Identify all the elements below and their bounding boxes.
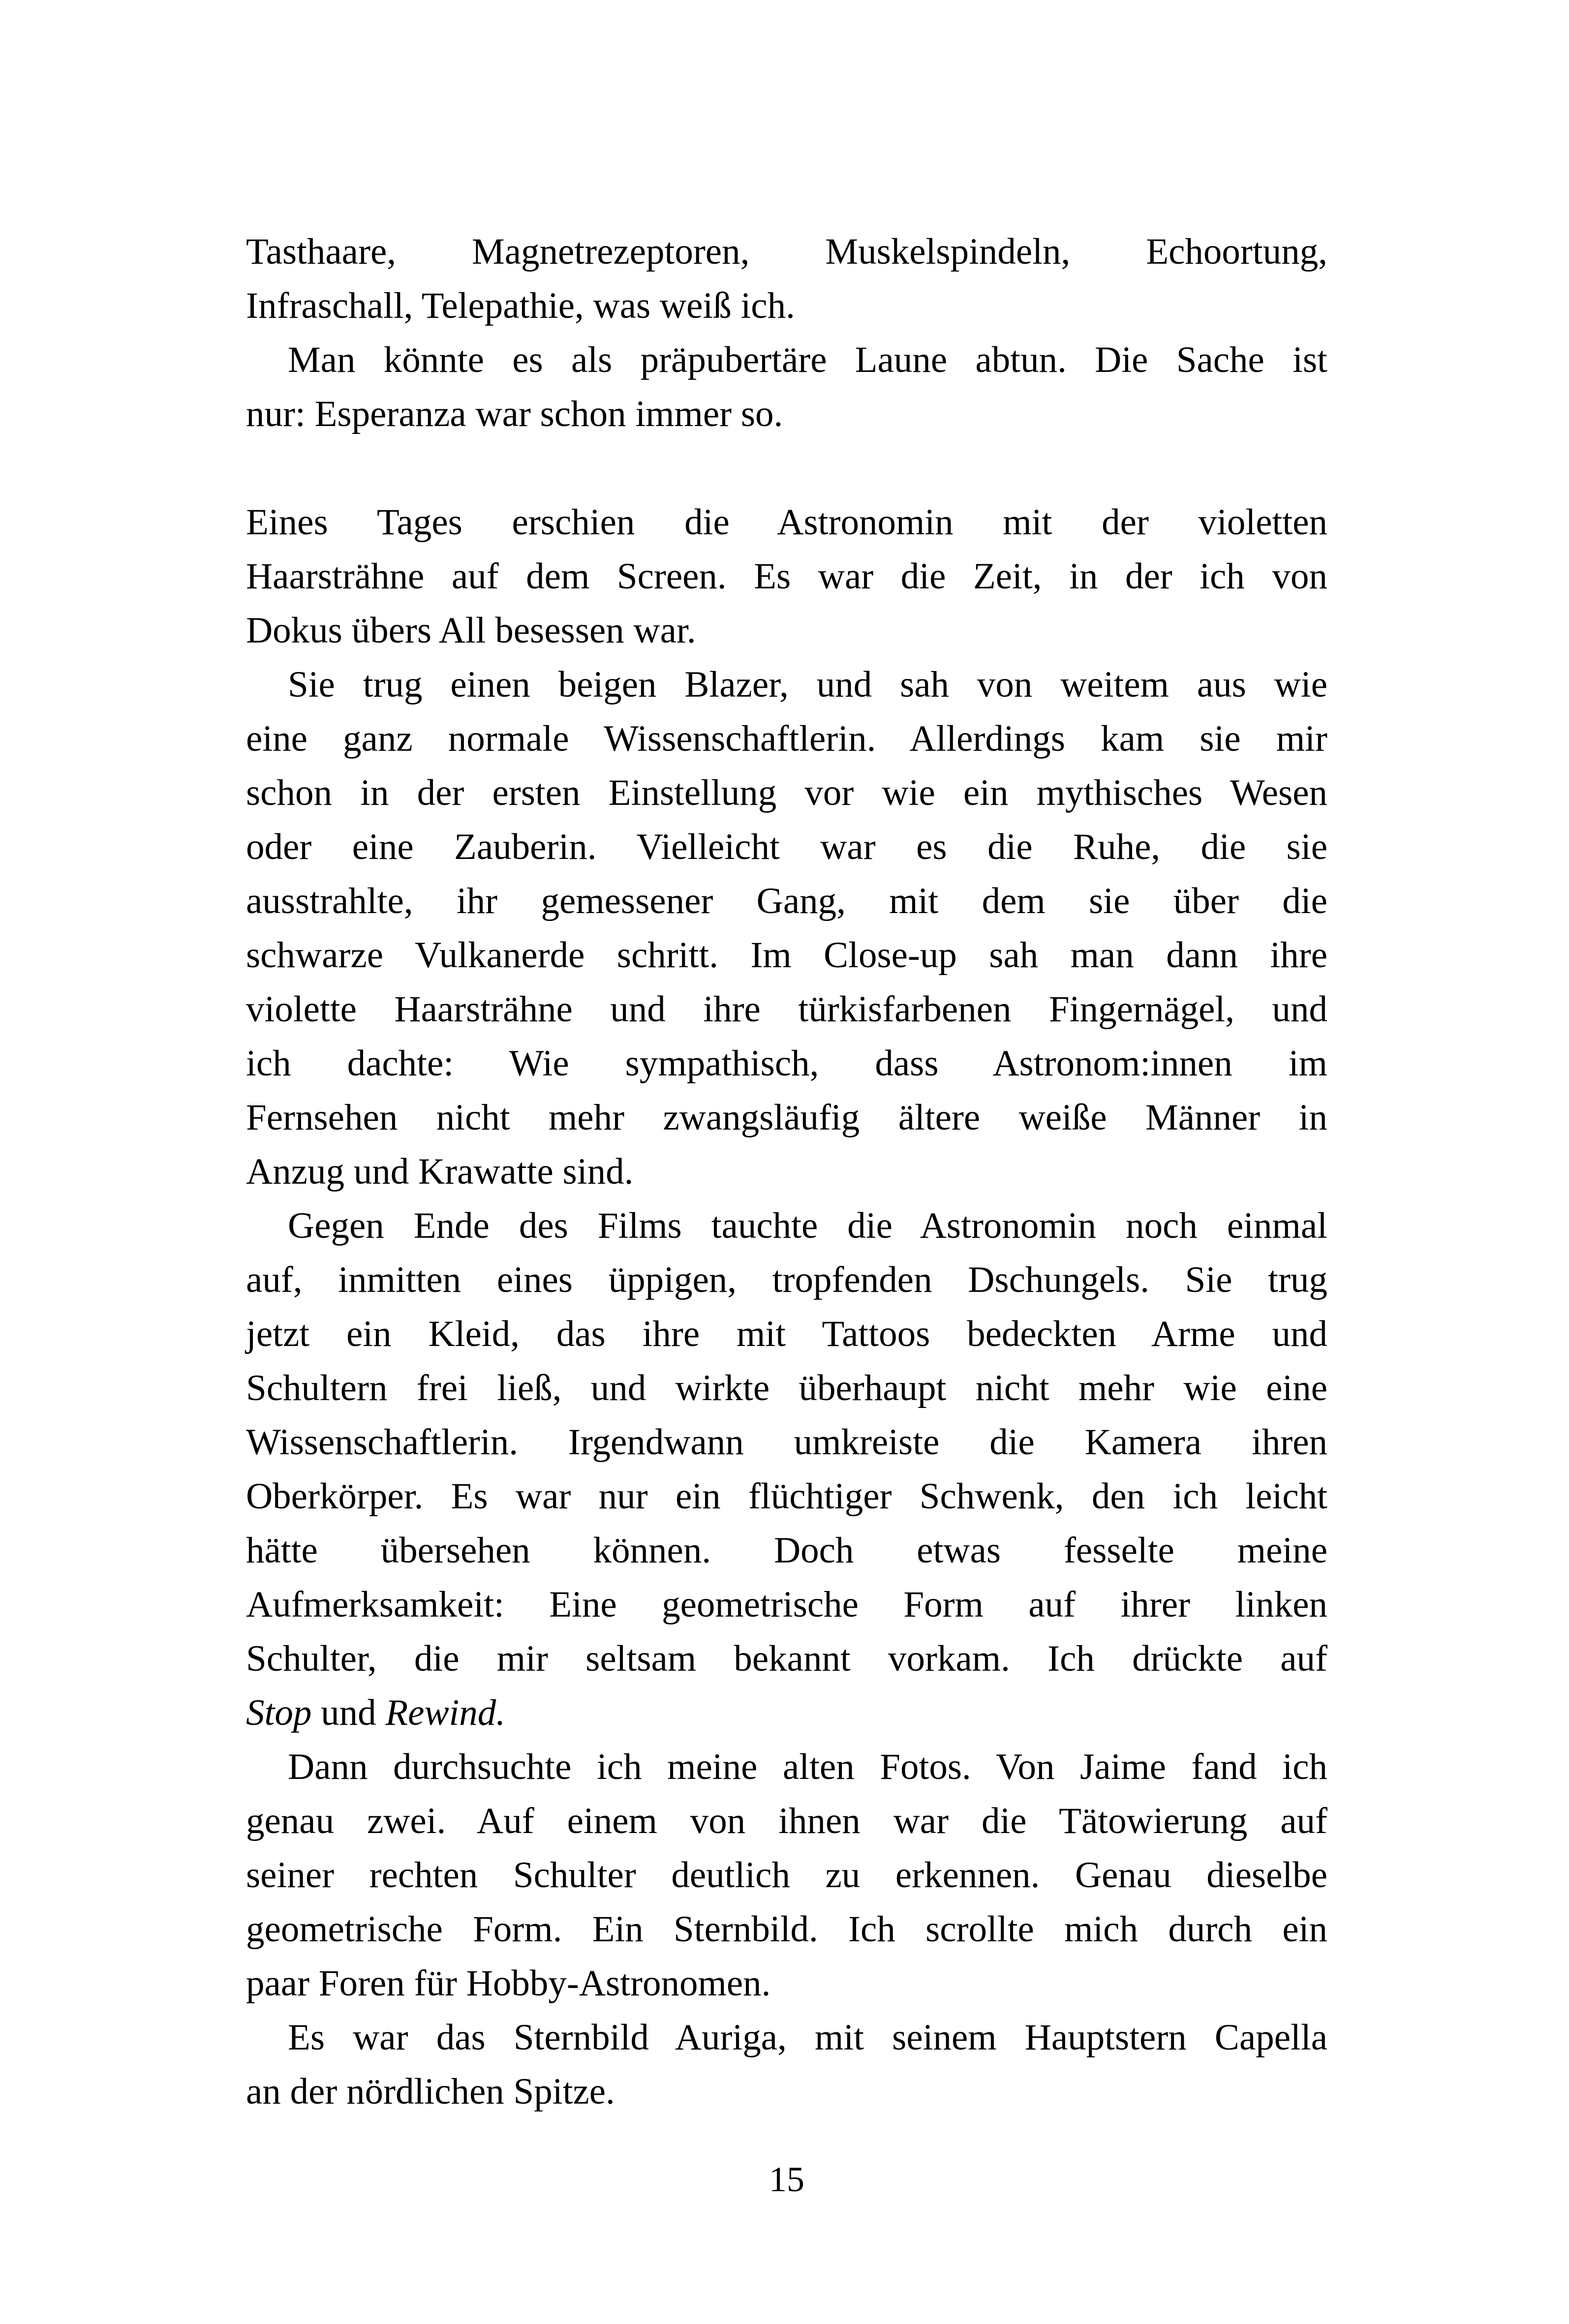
paragraph [246,1740,1327,2011]
text-line: Sie trug einen beigen Blazer, und sah von weitem aus wie [288,664,1327,705]
text-line: Oberkörper. Es war nur ein flüchtiger Schwenk, den ich leicht [246,1476,1327,1517]
text-line: schon in der ersten Einstellung vor wie ein mythisches Wesen [246,772,1327,813]
text-line: Wissenschaftlerin. Irgendwann umkreiste die Kamera ihren [246,1422,1327,1463]
text-line: Schulter, die mir seltsam bekannt vorkam. Ich drückte auf [246,1638,1327,1679]
text-line: Haarsträhne auf dem Screen. Es war die Zeit, in der ich von [246,556,1327,597]
text-line: Tasthaare, Magnetrezeptoren, Muskelspindeln, Echoortung, [246,231,1327,272]
text-line: hätte übersehen können. Doch etwas fesselte meine [246,1530,1327,1571]
paragraph [246,2011,1327,2119]
text-line: geometrische Form. Ein Sternbild. Ich scrollte mich durch ein [246,1909,1327,1950]
text-line: eine ganz normale Wissenschaftlerin. Allerdings kam sie mir [246,718,1327,759]
text-line: oder eine Zauberin. Vielleicht war es die Ruhe, die sie [246,826,1327,867]
page-number: 15 [769,2160,804,2199]
italic-text: Rewind. [385,1692,506,1733]
paragraph [246,495,1327,658]
text-line: an der nördlichen Spitze. [246,2071,615,2112]
page-text [246,225,1327,2119]
text-line: Dann durchsuchte ich meine alten Fotos. Von Jaime fand ich [288,1746,1327,1787]
text-line [246,1686,1327,1740]
text-line: Aufmerksamkeit: Eine geometrische Form auf ihrer linken [246,1584,1327,1625]
text-segment: und [311,1692,386,1733]
text-line: Gegen Ende des Films tauchte die Astronomin noch einmal [288,1205,1327,1246]
paragraph [246,1199,1327,1740]
paragraph [246,225,1327,333]
text-line: jetzt ein Kleid, das ihre mit Tattoos bedeckten Arme und [246,1314,1327,1354]
text-line: Dokus übers All besessen war. [246,610,696,651]
text-line: Es war das Sternbild Auriga, mit seinem Hauptstern Capella [288,2017,1327,2058]
paragraph [246,658,1327,1199]
text-line: nur: Esperanza war schon immer so. [246,394,783,434]
text-line: Infraschall, Telepathie, was weiß ich. [246,285,795,326]
text-line: Fernsehen nicht mehr zwangsläufig ältere weiße Männer in [246,1097,1327,1138]
text-line: violette Haarsträhne und ihre türkisfarbenen Fingernägel, und [246,989,1327,1030]
text-line: auf, inmitten eines üppigen, tropfenden Dschungels. Sie trug [246,1259,1327,1300]
text-line: ich dachte: Wie sympathisch, dass Astronom:innen im [246,1043,1327,1084]
text-line: seiner rechten Schulter deutlich zu erkennen. Genau dieselbe [246,1855,1327,1896]
text-line: ausstrahlte, ihr gemessener Gang, mit dem sie über die [246,881,1327,921]
paragraph [246,333,1327,441]
text-line: Man könnte es als präpubertäre Laune abtun. Die Sache ist [288,339,1327,380]
text-line: Schultern frei ließ, und wirkte überhaupt nicht mehr wie eine [246,1368,1327,1408]
text-line: paar Foren für Hobby-Astronomen. [246,1963,771,2004]
text-line: schwarze Vulkanerde schritt. Im Close-up sah man dann ihre [246,935,1327,976]
text-line: Eines Tages erschien die Astronomin mit der violetten [246,502,1327,543]
text-line: Anzug und Krawatte sind. [246,1151,634,1192]
text-line: genau zwei. Auf einem von ihnen war die Tätowierung auf [246,1801,1327,1841]
italic-text: Stop [246,1692,312,1733]
